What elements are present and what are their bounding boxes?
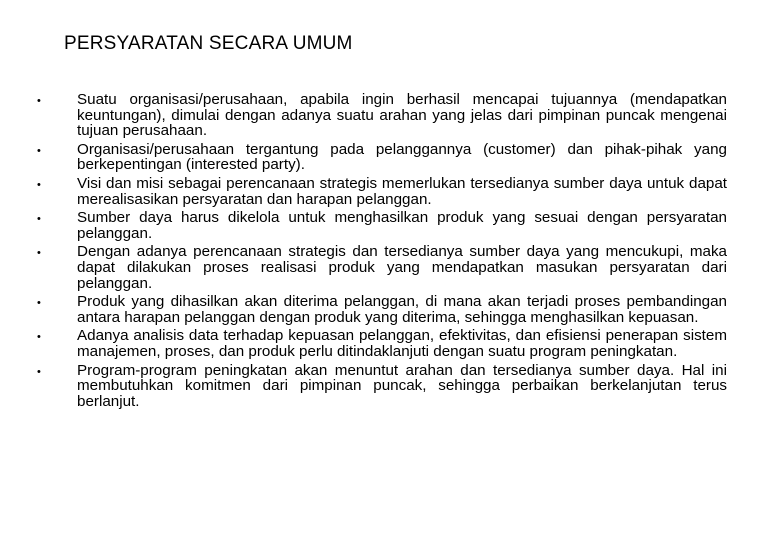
list-item [37, 294, 727, 325]
list-item [37, 176, 727, 207]
bullet-icon: • [37, 297, 41, 310]
bullet-icon: • [37, 95, 41, 107]
list-item-text: Program-program peningkatan akan menuntut arahan dan tersedianya sumber daya. Hal ini membutuhkan komitmen dari pimpinan puncak, sehingga perbaikan berkelanjutan terus berlanjut. [77, 361, 727, 410]
bullet-icon: • [37, 144, 41, 157]
list-item [37, 328, 727, 359]
list-item [37, 142, 727, 173]
list-item [37, 363, 727, 410]
slide-title: PERSYARATAN SECARA UMUM [64, 33, 353, 54]
list-item-text: Adanya analisis data terhadap kepuasan pelanggan, efektivitas, dan efisiensi penerapan sistem manajemen, proses, dan produk perlu ditindaklanjuti dengan suatu program peningkatan. [77, 327, 727, 360]
list-item-text: Produk yang dihasilkan akan diterima pelanggan, di mana akan terjadi proses pembandingan antara harapan pelanggan dengan produk yang diterima, sehingga menghasilkan kepuasan. [77, 293, 727, 326]
bullet-icon: • [37, 365, 41, 378]
list-item-text: Visi dan misi sebagai perencanaan strategis memerlukan tersedianya sumber daya untuk dapat merealisasikan persyaratan dan harapan pelanggan. [77, 174, 727, 208]
bullet-icon: • [37, 247, 41, 260]
list-item-text: Dengan adanya perencanaan strategis dan tersedianya sumber daya yang mencukupi, maka dapat dilakukan proses realisasi produk yang mendapatkan masukan persyaratan dari pelanggan. [77, 243, 727, 292]
bullet-icon: • [37, 331, 41, 344]
bullet-icon: • [37, 213, 41, 226]
list-item-text: Sumber daya harus dikelola untuk menghasilkan produk yang sesuai dengan persyaratan pelanggan. [77, 209, 727, 242]
list-item [37, 244, 727, 291]
list-item [37, 92, 727, 139]
bullet-icon: • [37, 178, 41, 191]
list-item-text: Organisasi/perusahaan tergantung pada pelanggannya (customer) dan pihak-pihak yang berkepentingan (interested party). [77, 140, 727, 174]
list-item [37, 210, 727, 241]
bullet-list [37, 92, 727, 412]
list-item-text: Suatu organisasi/perusahaan, apabila ingin berhasil mencapai tujuannya (mendapatkan keuntungan), dimulai dengan adanya suatu arahan yang jelas dari pimpinan puncak mengenai tujuan perusahaan. [77, 91, 727, 140]
